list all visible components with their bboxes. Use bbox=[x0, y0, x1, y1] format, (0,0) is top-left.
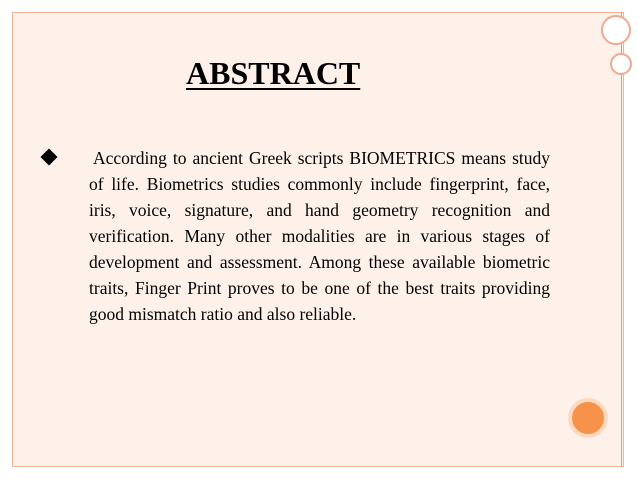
decorative-circle-large bbox=[601, 15, 631, 45]
decorative-orange-circle bbox=[568, 398, 608, 438]
slide-title: ABSTRACT bbox=[186, 55, 361, 91]
abstract-paragraph: According to ancient Greek scripts BIOMETRICS means study of life. Biometrics studies commonly include fingerprint, face, iris, voice, signature, and hand geometry recognition and verification. Many other modalities are in various stages of development and assessment. Among these available biometric traits, Finger Print proves to be one of the best traits providing good mismatch ratio and also reliable. bbox=[89, 148, 550, 324]
decorative-vertical-line bbox=[621, 12, 622, 467]
decorative-circle-small bbox=[610, 53, 632, 75]
